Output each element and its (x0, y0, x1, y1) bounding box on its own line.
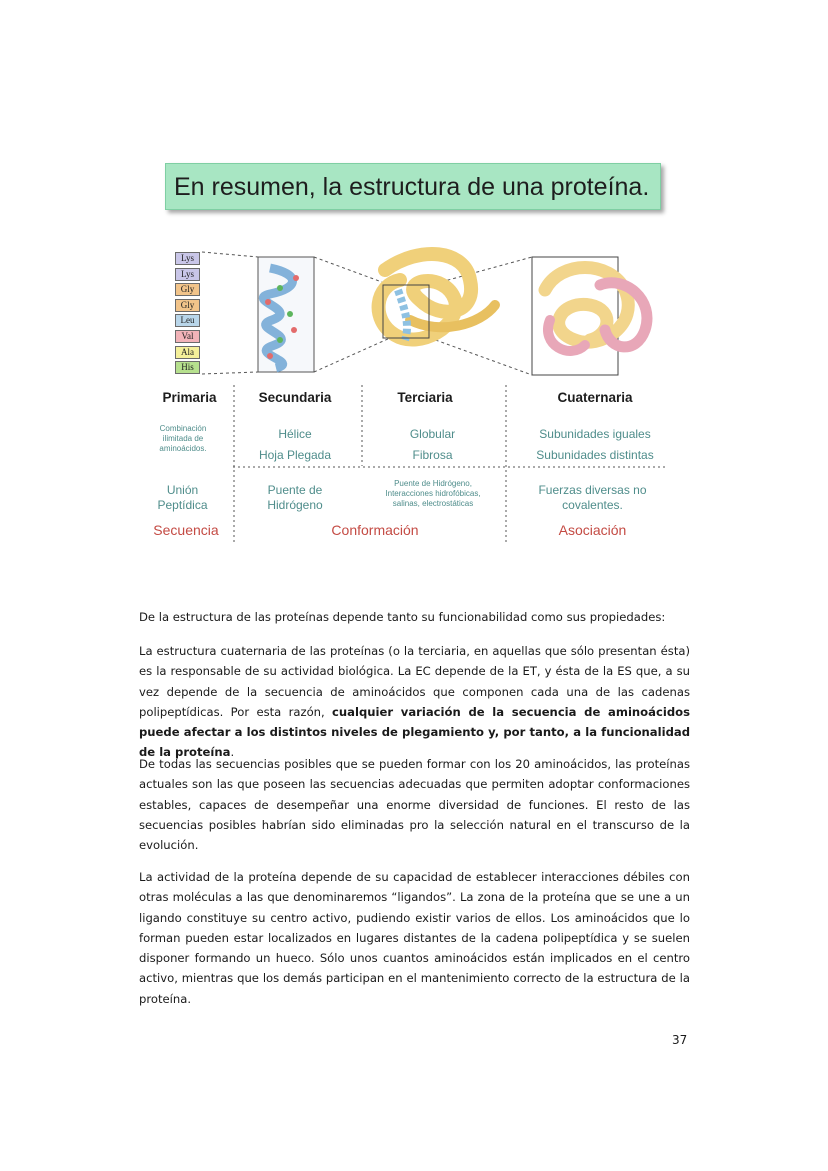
amino-acid-box: Leu (175, 314, 200, 327)
asociacion-label: Asociación (558, 522, 627, 538)
alpha-helix-image (258, 257, 314, 372)
amino-acid-box: Val (175, 330, 200, 343)
amino-acid-box: Gly (175, 283, 200, 296)
cuaternaria-desc (525, 424, 665, 466)
cuaternaria-bond-line: Fuerzas diversas no (538, 483, 647, 497)
cuaternaria-bond (525, 483, 660, 513)
terciaria-bond-line: Interacciones hidrofóbicas, (385, 489, 481, 498)
paragraph-sequences: De todas las secuencias posibles que se pueden formar con los 20 aminoácidos, las proteínas actuales son las que poseen las secuencias adecuadas que permiten adoptar conformaciones estables, capaces de desempeñar una enorme diversidad de funciones. El resto de las secuencias posibles habrían sido eliminadas pro la selección natural en el transcurso de la evolución. (139, 757, 690, 853)
cuaternaria-desc-line: Subunidades distintas (536, 448, 654, 462)
secundaria-header: Secundaria (258, 390, 332, 405)
amino-acid-box: Lys (175, 252, 200, 265)
primaria-header: Primaria (162, 390, 217, 405)
terciaria-bond (368, 479, 498, 509)
paragraph-text: La estructura cuaternaria de las proteínas (o la terciaria, en aquellas que sólo presentan ésta) es la responsable de su actividad biológica. La EC depende de la ET, y ésta de la ES que, a su vez depende de la secuencia de aminoácidos que componen cada una de las cadenas polipeptídicas. Por esta razón, (139, 644, 690, 719)
secundaria-desc-line: Hélice (278, 427, 312, 441)
paragraph-text: . (230, 745, 235, 760)
secundaria-bond-line: Puente de (267, 483, 323, 497)
paragraph-emphasis: cualquier variación de la secuencia de aminoácidos puede afectar a los distintos niveles de plegamiento y, por tanto, a la funcionalidad de la proteína (139, 704, 690, 760)
amino-acid-box: Lys (175, 268, 200, 281)
terciaria-desc-line: Fibrosa (412, 448, 453, 462)
intro-paragraph: De la estructura de las proteínas depende tanto su funcionabilidad como sus propiedades: (139, 610, 666, 624)
terciaria-desc-line: Globular (409, 427, 456, 441)
cuaternaria-header: Cuaternaria (557, 390, 633, 405)
paragraph-quaternary (139, 641, 690, 763)
terciaria-desc (380, 424, 485, 466)
paragraph-ligands: La actividad de la proteína depende de su capacidad de establecer interacciones débiles con otras moléculas a las que denominaremos “ligandos”. La zona de la proteína que se une a un ligando constituye su centro activo, pudiendo existir varios de ellos. Los aminoácidos que lo forman pueden estar localizados en lugares distantes de la cadena polipeptídica y se suelen disponer formando un hueco. Sólo unos cuantos aminoácidos están implicados en el centro activo, mientras que los demás participan en el mantenimiento correcto de la estructura de la proteína. (139, 870, 690, 1006)
primaria-bond (145, 483, 220, 513)
secuencia-label: Secuencia (153, 522, 219, 538)
primaria-bond-line: Unión (166, 483, 199, 497)
cuaternaria-bond-line: covalentes. (562, 498, 623, 512)
banner-title: En resumen, la estructura de una proteína. (174, 173, 650, 201)
summary-banner (165, 163, 661, 210)
tertiary-structure-image (379, 254, 495, 340)
secundaria-desc (245, 424, 345, 466)
primaria-desc-line: Combinación (159, 424, 207, 433)
terciaria-bond-line: Puente de Hidrógeno, (394, 479, 472, 488)
primaria-bond-line: Peptídica (157, 498, 208, 512)
primaria-desc-line: ilimitada de (162, 434, 204, 443)
amino-acid-box: Gly (175, 299, 200, 312)
terciaria-header: Terciaria (397, 390, 453, 405)
cuaternaria-desc-line: Subunidades iguales (539, 427, 651, 441)
secundaria-bond (250, 483, 340, 513)
quaternary-structure-image (532, 257, 647, 375)
primaria-desc-line: aminoácidos. (159, 444, 207, 453)
terciaria-bond-line: salinas, electrostáticas (392, 499, 474, 508)
amino-acid-box: Ala (175, 346, 200, 359)
secundaria-desc-line: Hoja Plegada (258, 448, 332, 462)
secundaria-bond-line: Hidrógeno (267, 498, 323, 512)
page-number: 37 (672, 1033, 688, 1047)
primaria-desc (148, 424, 218, 454)
conformacion-label: Conformación (331, 522, 419, 538)
amino-acid-box: His (175, 361, 200, 374)
